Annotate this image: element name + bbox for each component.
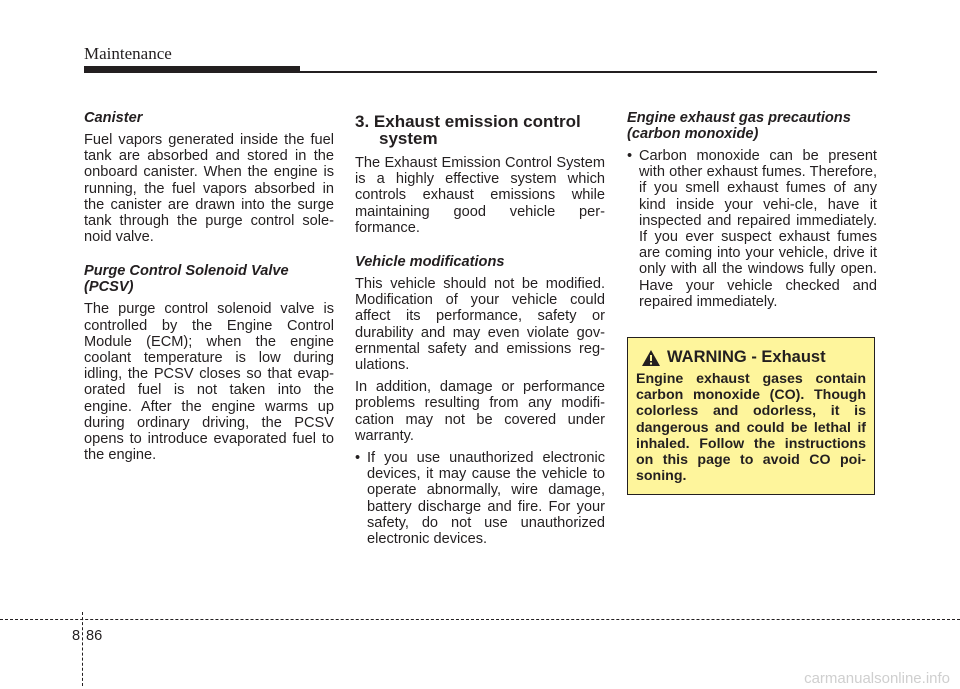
bullet-icon: • [627, 148, 633, 164]
column-left [84, 110, 334, 469]
warning-title [636, 348, 866, 367]
list-item [355, 450, 605, 547]
page-number-divider [82, 612, 83, 686]
warning-box [627, 337, 875, 495]
modifications-text-1: This vehicle should not be modified. Modification of your vehicle could affect its performance, safety or durability and may even violate gov-ernmental safety and emissions reg-ulations. [355, 276, 605, 374]
column-right [627, 110, 877, 316]
warning-title-text: WARNING - Exhaust [667, 348, 826, 366]
watermark: carmanualsonline.info [804, 670, 950, 687]
canister-heading: Canister [84, 110, 143, 126]
exhaust-heading: Engine exhaust gas precautions (carbon monoxide) [627, 110, 851, 142]
bullet-text: If you use unauthorized electronic devices, it may cause the vehicle to operate abnormally, wire damage, battery discharge and fire. For your safety, do not use unauthorized electronic devices. [367, 450, 605, 548]
pcsv-heading: Purge Control Solenoid Valve (PCSV) [84, 263, 289, 296]
bullet-text: Carbon monoxide can be present with other exhaust fumes. Therefore, if you smell exhaust fumes of any kind inside your vehi-cle, have it inspected and repaired immediately. If you ever suspect exhaust fumes are coming into your vehicle, drive it only with all the windows fully open. Have your vehicle checked and repaired immediately. [639, 148, 877, 310]
header-rule-thin [300, 71, 877, 73]
warning-text: Engine exhaust gases contain carbon monoxide (CO). Though colorless and odorless, it is dangerous and could be lethal if inhaled. Follow the instructions on this page to avoid CO poi-soning. [636, 371, 866, 485]
modifications-heading: Vehicle modifications [355, 254, 505, 271]
section-heading: 3. Exhaust emission control system [355, 112, 581, 148]
warning-triangle-icon [641, 349, 661, 367]
pcsv-text: The purge control solenoid valve is controlled by the Engine Control Module (ECM); when the engine coolant temperature is low during idling, the PCSV closes so that evap-orated fuel is not taken into the engine. After the engine warms up during ordinary driving, the PCSV opens to introduce evaporated fuel to the engine. [84, 301, 334, 464]
footer-rule [0, 619, 960, 620]
canister-text: Fuel vapors generated inside the fuel tank are absorbed and stored in the onboard canister. When the engine is running, the fuel vapors absorbed in the canister are drawn into the surge tank through the purge control sole-noid valve. [84, 132, 334, 246]
header-title: Maintenance [84, 44, 172, 63]
chapter-number: 8 [72, 628, 81, 644]
bullet-icon: • [355, 450, 361, 467]
column-middle [355, 110, 605, 553]
list-item [627, 148, 877, 310]
modifications-text-2: In addition, damage or performance problems resulting from any modifi-cation may not be covered under warranty. [355, 379, 605, 444]
page-number: 86 [86, 628, 103, 644]
header-rule-thick [84, 66, 300, 73]
section-text: The Exhaust Emission Control System is a highly effective system which controls exhaust emissions while maintaining good vehicle per-formance. [355, 155, 605, 236]
